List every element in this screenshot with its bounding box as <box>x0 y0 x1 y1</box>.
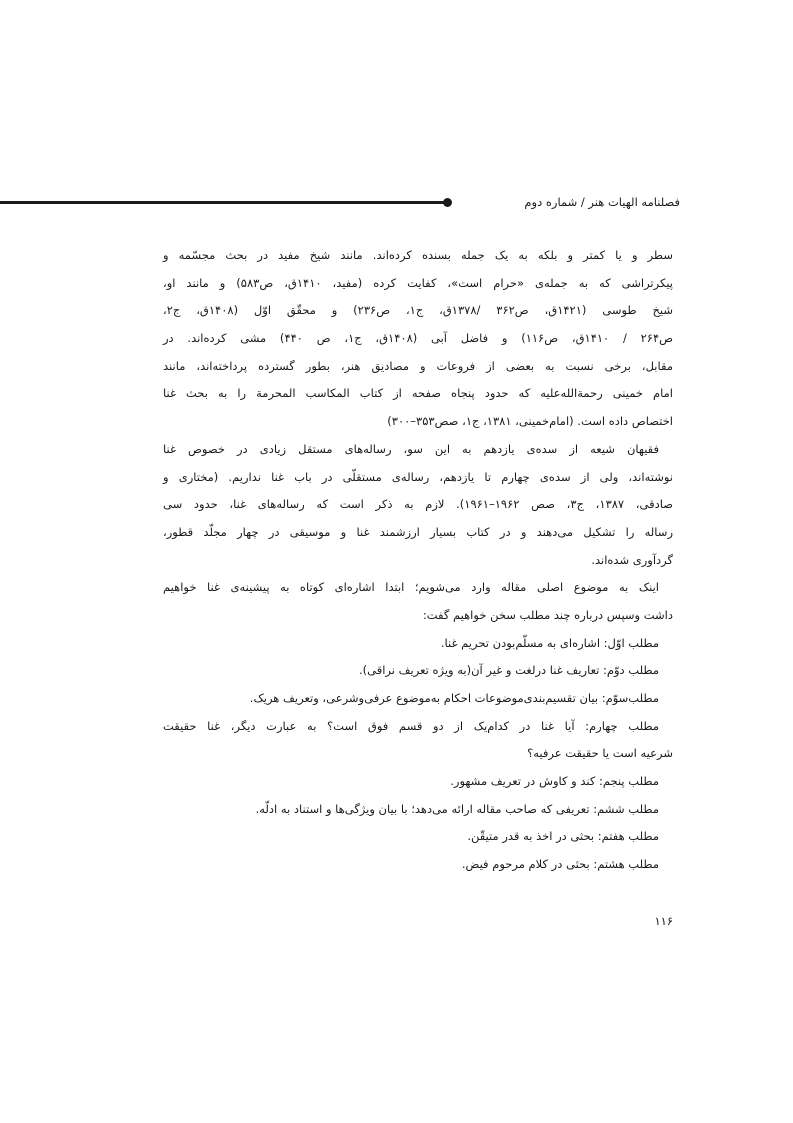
text-line: مطلب دوّم: تعاریف غنا درلغت و غیر آن(به ویژه تعریف نراقی). <box>359 663 659 678</box>
text-line: پیکرتراشی که به جمله‌ی «حرام است»، کفایت کرده (مفید، ۱۴۱۰ق، ص۵۸۳) و مانند او، <box>163 275 673 290</box>
text-line: صادقی، ۱۳۸۷، ج۳، صص ۱۹۶۲–۱۹۶۱). لازم به ذکر است که رساله‌های غنا، حدود سی <box>163 497 673 512</box>
text-line: امام خمینی رحمةالله‌علیه که حدود پنجاه صفحه از کتاب المکاسب المحرمة را به بحث غنا <box>163 386 673 401</box>
text-line: مطلب هفتم: بحثی در اخذ به قدر متیقّن. <box>467 829 659 844</box>
text-line: شیخ طوسی (۱۴۲۱ق، ص۳۶۲ /۱۳۷۸ق، ج۱، ص۲۳۶) و محقّق اوّل (۱۴۰۸ق، ج۲، <box>163 303 673 318</box>
text-line: اختصاص داده است. (امام‌خمینی، ۱۳۸۱، ج۱، صص۳۵۳–۳۰۰) <box>387 414 673 429</box>
text-line: سطر و یا کمتر و بلکه به یک جمله بسنده کرده‌اند. مانند شیخ مفید در بحث مجسّمه و <box>163 248 673 262</box>
text-line: مطلب هشتم: بحثی در کلام مرحوم فیض. <box>461 857 659 872</box>
text-line: ص۲۶۴ / ۱۴۱۰ق، ص۱۱۶) و فاضل آبی (۱۴۰۸ق، ج۱، ص ۴۴۰) مشی کرده‌اند. در <box>163 331 674 346</box>
text-line: مطلب ششم: تعریفی که صاحب مقاله ارائه می‌دهد؛ با بیان ویژگی‌ها و استناد به ادلّه. <box>255 801 659 816</box>
text-line: مقابل، برخی نسبت به بعضی از فروعات و مصادیق هنر، بطور گسترده پرداخته‌اند، مانند <box>163 358 673 373</box>
text-line: شرعیه است یا حقیقت عرفیه؟ <box>527 746 673 761</box>
running-title: فصلنامه الهیات هنر / شماره دوم <box>524 195 680 209</box>
text-line: فقیهان شیعه از سده‌ی یازدهم به این سو، رساله‌های مستقل زیادی در خصوص غنا <box>163 441 659 456</box>
text-line: داشت وسپس درباره چند مطلب سخن خواهیم گفت: <box>422 607 673 622</box>
text-line: اینک به موضوع اصلی مقاله وارد می‌شویم؛ ابتدا اشاره‌ای کوتاه به پیشینه‌ی غنا خواهیم <box>163 580 659 595</box>
text-line: مطلب چهارم: آیا غنا در کدام‌یک از دو قسم فوق است؟ به عبارت دیگر، غنا حقیقت <box>163 718 659 733</box>
text-line: مطلب‌سوّم: بیان تقسیم‌بندی‌موضوعات احکام به‌موضوع عرفی‌وشرعی، وتعریف هریک. <box>249 691 659 705</box>
text-line: مطلب پنجم: کند و کاوش در تعریف مشهور. <box>450 774 659 789</box>
text-line: رساله را تشکیل می‌دهند و در کتاب بسیار ارزشمند غنا و موسیقی در چهار مجلّد قطور، <box>163 524 673 539</box>
text-line: گردآوری شده‌اند. <box>591 552 673 567</box>
header-rule <box>0 201 448 204</box>
body-text <box>163 242 673 879</box>
text-line: نوشته‌اند، ولی از سده‌ی چهارم تا یازدهم، رساله‌ی مستقلّی در باب غنا نداریم. (مختاری و <box>163 469 673 484</box>
text-line: مطلب اوّل: اشاره‌ای به مسلّم‌بودن تحریم غنا. <box>440 635 659 650</box>
page-number: ۱۱۶ <box>654 914 673 928</box>
